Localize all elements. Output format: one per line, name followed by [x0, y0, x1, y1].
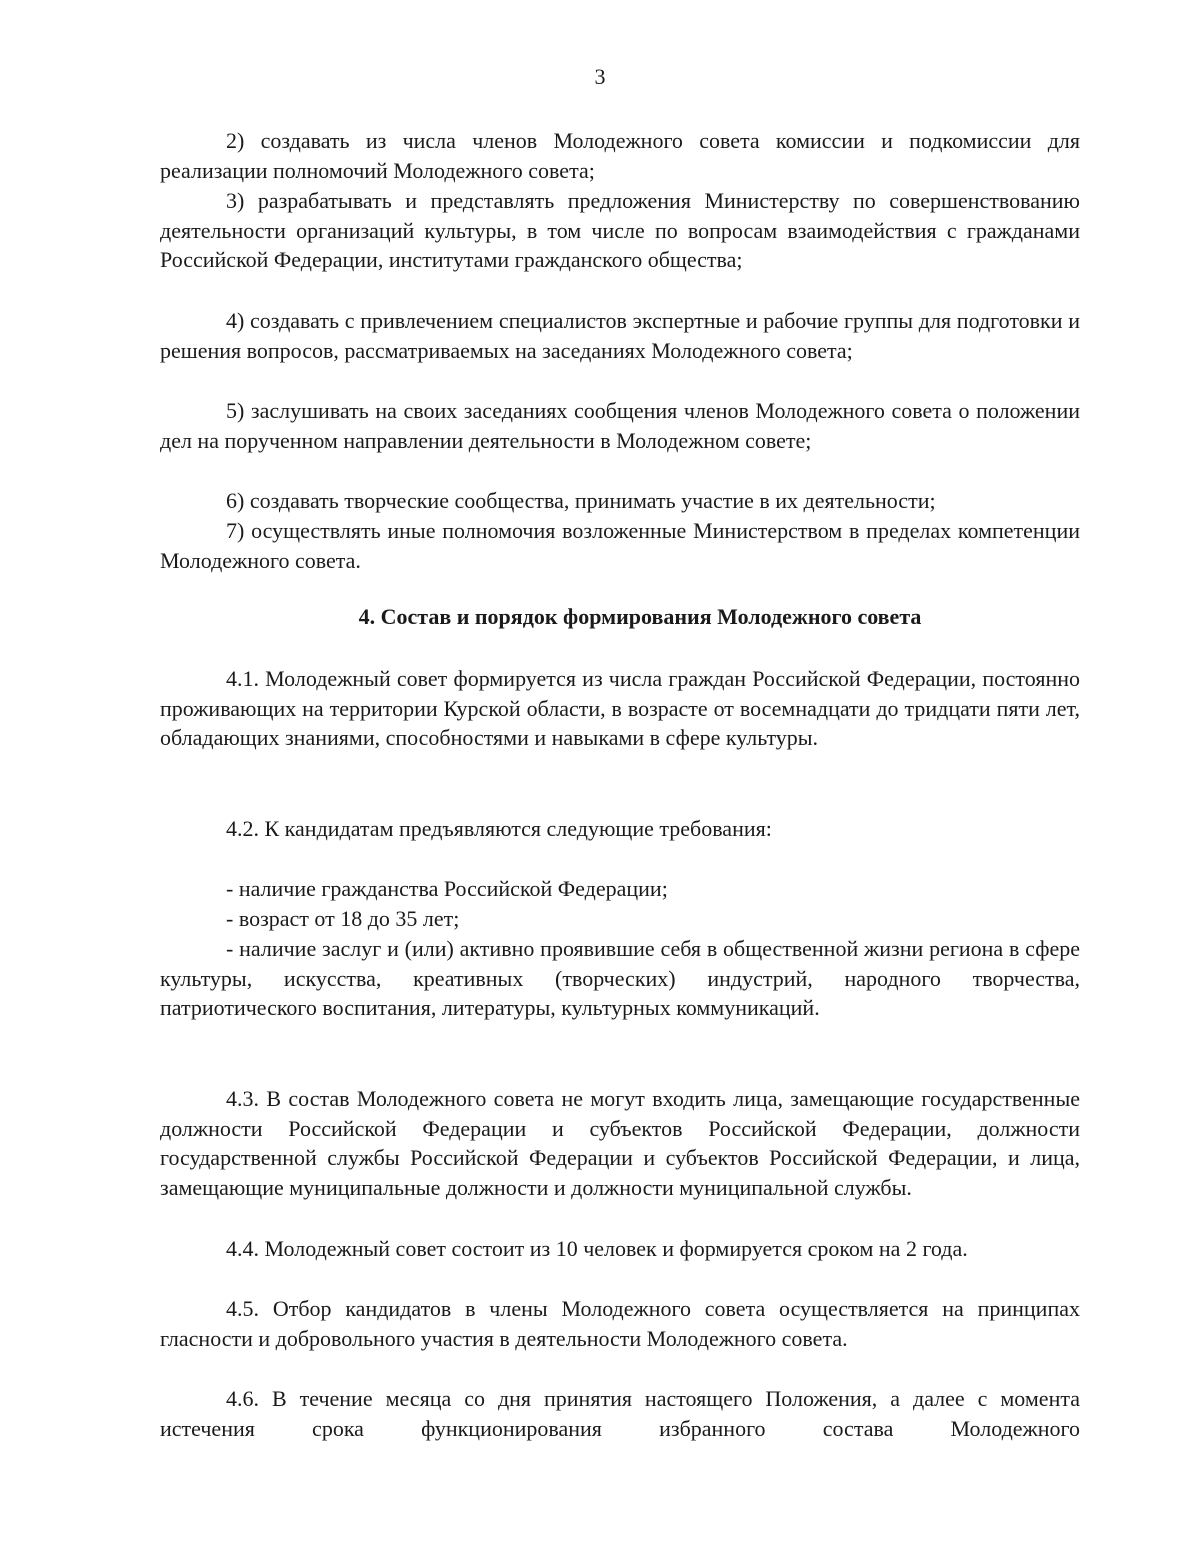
paragraph-4-3: 4.3. В состав Молодежного совета не могут входить лица, замещающие государственные должности Российской Федерации и субъектов Российской Федерации, должности государственной службы Российской Федерации и субъектов Российской Федерации, и лица, замещающие муниципальные должности и должности муниципальной службы. [160, 1086, 1080, 1200]
paragraph-4-1: 4.1. Молодежный совет формируется из числа граждан Российской Федерации, постоянно проживающих на территории Курской области, в возрасте от восемнадцати до тридцати пяти лет, обладающих знаниями, способностями и навыками в сфере культуры. [160, 666, 1080, 750]
paragraph-item-6: 6) создавать творческие сообщества, принимать участие в их деятельности; [226, 488, 936, 513]
paragraph-4-5: 4.5. Отбор кандидатов в члены Молодежного совета осуществляется на принципах гласности и добровольного участия в деятельности Молодежного совета. [160, 1296, 1080, 1351]
requirement-merits: - наличие заслуг и (или) активно проявившие себя в общественной жизни региона в сфере культуры, искусства, креативных (творческих) индустрий, народного творчества, патриотического воспитания, литературы, культурных коммуникаций. [160, 936, 1080, 1020]
paragraph-4-2: 4.2. К кандидатам предъявляются следующие требования: [226, 816, 772, 841]
paragraph-item-3: 3) разрабатывать и представлять предложения Министерству по совершенствованию деятельности организаций культуры, в том числе по вопросам взаимодействия с гражданами Российской Федерации, институтами гражданского общества; [160, 188, 1080, 272]
paragraph-4-6: 4.6. В течение месяца со дня принятия настоящего Положения, а далее с момента истечения срока функционирования избранного состава Молодежного [160, 1386, 1080, 1441]
paragraph-item-7: 7) осуществлять иные полномочия возложенные Министерством в пределах компетенции Молодежного совета. [160, 518, 1080, 573]
requirement-citizenship: - наличие гражданства Российской Федерации; [226, 876, 668, 901]
paragraph-4-4: 4.4. Молодежный совет состоит из 10 человек и формируется сроком на 2 года. [226, 1236, 968, 1261]
paragraph-item-4: 4) создавать с привлечением специалистов экспертные и рабочие группы для подготовки и решения вопросов, рассматриваемых на заседаниях Молодежного совета; [160, 308, 1080, 363]
section-heading: 4. Состав и порядок формирования Молодежного совета [358, 604, 922, 629]
page-number: 3 [594, 64, 606, 89]
paragraph-item-2: 2) создавать из числа членов Молодежного совета комиссии и подкомиссии для реализации полномочий Молодежного совета; [160, 128, 1080, 183]
paragraph-item-5: 5) заслушивать на своих заседаниях сообщения членов Молодежного совета о положении дел на порученном направлении деятельности в Молодежном совете; [160, 398, 1080, 453]
requirement-age: - возраст от 18 до 35 лет; [226, 906, 460, 931]
